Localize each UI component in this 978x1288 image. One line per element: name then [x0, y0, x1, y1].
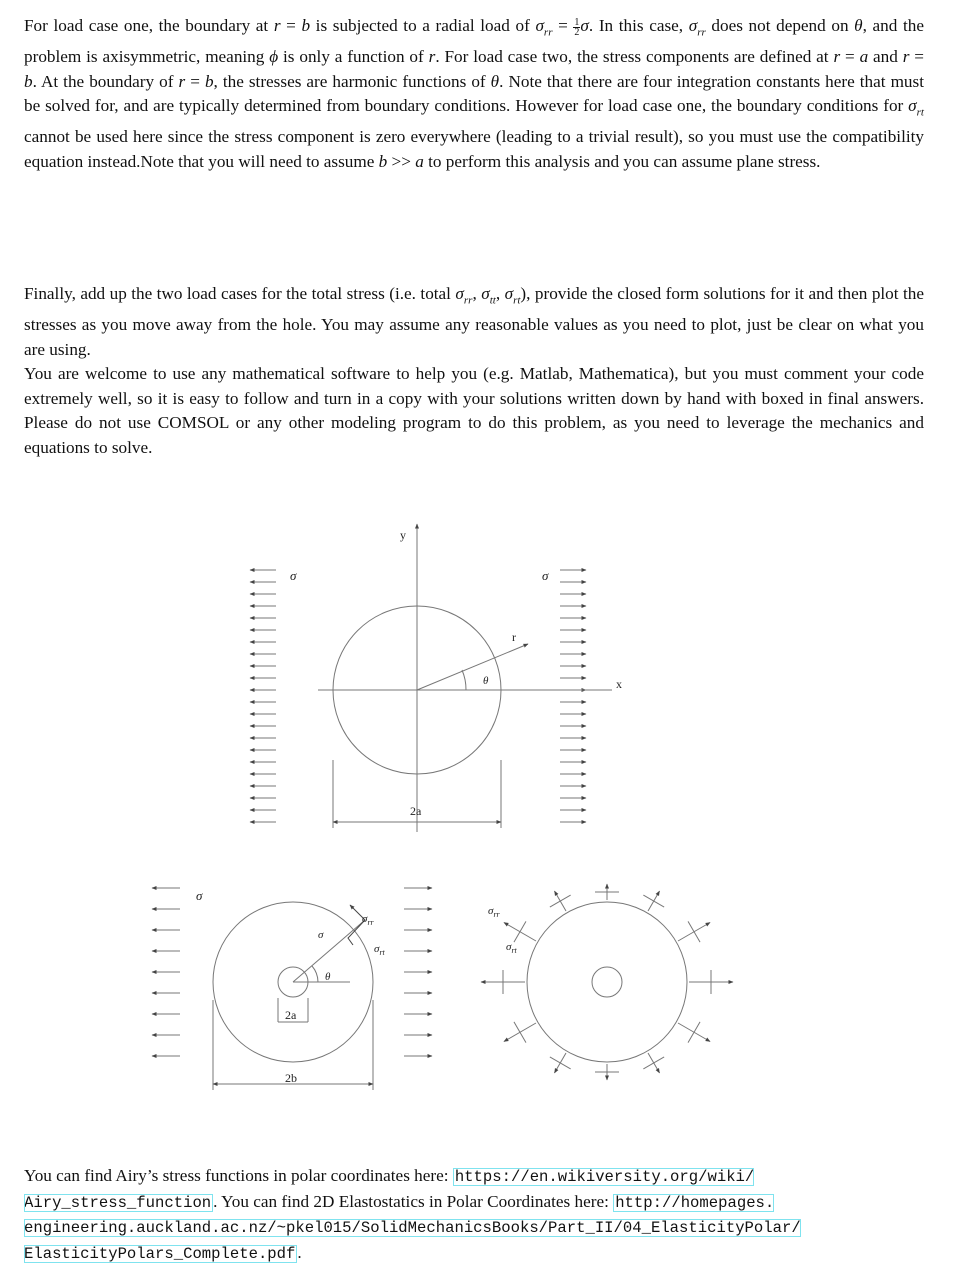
- top-plate-diagram: [250, 524, 612, 832]
- one-half-fraction: $\frac{1}{2}$: [574, 17, 580, 38]
- sigma-left-label: σ: [290, 568, 297, 583]
- bottom-left-diagram: [152, 888, 432, 1090]
- harmonic-load-arrows: [481, 884, 733, 1080]
- software-paragraph: You are welcome to use any mathematical software to help you (e.g. Matlab, Mathematica), but you must comment your code extremely well, so it is easy to follow and turn in a copy with your solutions written down by hand with boxed in final answers. Please do not use COMSOL or any other modeling program to do this problem, as you need to leverage the mechanics and equations to solve.: [24, 364, 924, 457]
- bottom-left-traction-arrows: [152, 888, 180, 1056]
- y-label: y: [400, 528, 406, 542]
- sigma-bottom-label: σ: [196, 888, 203, 903]
- elastostatics-link[interactable]: http://homepages. engineering.auckland.ac.nz/~pkel015/SolidMechanicsBooks/Part_II/04_ElasticityPolar/ ElasticityPolars_Complete.pdf: [24, 1193, 801, 1263]
- harmonic-srr-label: $\sigma_{rr}$: [488, 905, 500, 919]
- radius-line: [417, 644, 528, 690]
- bottom-theta-label: θ: [325, 971, 331, 983]
- srt-label: $\sigma_{rt}$: [374, 943, 385, 957]
- sigma-inner-label: σ: [318, 929, 324, 941]
- shear-tick: [514, 921, 526, 942]
- shear-tick: [550, 895, 571, 907]
- shear-tick: [643, 895, 664, 907]
- airy-link[interactable]: https://en.wikiversity.org/wiki/ Airy_stress_function: [24, 1168, 755, 1212]
- shear-tick: [643, 1057, 664, 1069]
- problem-figure: [0, 470, 978, 1120]
- left-traction-arrows: [250, 570, 276, 822]
- bottom-right-traction-arrows: [404, 888, 432, 1056]
- theta-label: θ: [483, 675, 489, 687]
- theta-arc: [462, 670, 466, 690]
- two-a-bottom-label: 2a: [285, 1008, 297, 1022]
- shear-tick: [514, 1022, 526, 1043]
- load-case-paragraph: For load case one, the boundary at r = b is subjected to a radial load of $\sigma_{rr}$ = $\frac{1}{2}$ σ. In this case, $\sigma_{rr}$ does not depend on θ, and the problem is axisymmetric, meaning ϕ is only a function of r. For load case two, the stress components are defined at r = a and r = b. At the boundary of r = b, the stresses are harmonic functions of θ. Note that there are four integration constants here that must be solved for, and are typically determined from boundary conditions. However for load case one, the boundary conditions for $\sigma_{rt}$ cannot be used here since the stress component is zero everywhere (leading to a trivial result), so you must use the compatibility equation instead.Note that you will need to assume b >> a to perform this analysis and you can assume plane stress.: [24, 16, 924, 171]
- right-traction-arrows: [560, 570, 586, 822]
- shear-tick: [550, 1057, 571, 1069]
- total-stress-paragraph: Finally, add up the two load cases for the total stress (i.e. total $\sigma_{rr}$, $\sigma_{tt}$, $\sigma_{rt}$), provide the closed form solutions for it and then plot the stresses as you move away from the hole. You may assume any reasonable values as you need to plot, just be clear on what you are using.: [24, 284, 925, 359]
- two-a-label: 2a: [410, 804, 422, 818]
- sigma-right-label: σ: [542, 568, 549, 583]
- r-label: r: [512, 630, 516, 644]
- harmonic-hole-circle: [592, 967, 622, 997]
- bottom-right-diagram: [481, 884, 733, 1080]
- harmonic-srt-label: $\sigma_{rt}$: [506, 941, 517, 955]
- x-label: x: [616, 677, 622, 691]
- shear-tick: [688, 1022, 700, 1043]
- harmonic-outer-circle: [527, 902, 687, 1062]
- two-b-label: 2b: [285, 1071, 297, 1085]
- srr-label: $\sigma_{rr}$: [362, 913, 374, 927]
- bottom-theta-arc: [312, 966, 318, 982]
- shear-tick: [688, 921, 700, 942]
- references-paragraph: You can find Airy’s stress functions in polar coordinates here: https://en.wikiversity.org/wiki/ Airy_stress_function . You can find 2D Elastostatics in Polar Coordinates here: http://homepages. engineering.auckland.ac.nz/~pkel015/SolidMechanicsBooks/Part_II/04_ElasticityPolar/ ElasticityPolars_Complete.pdf .: [24, 1166, 801, 1263]
